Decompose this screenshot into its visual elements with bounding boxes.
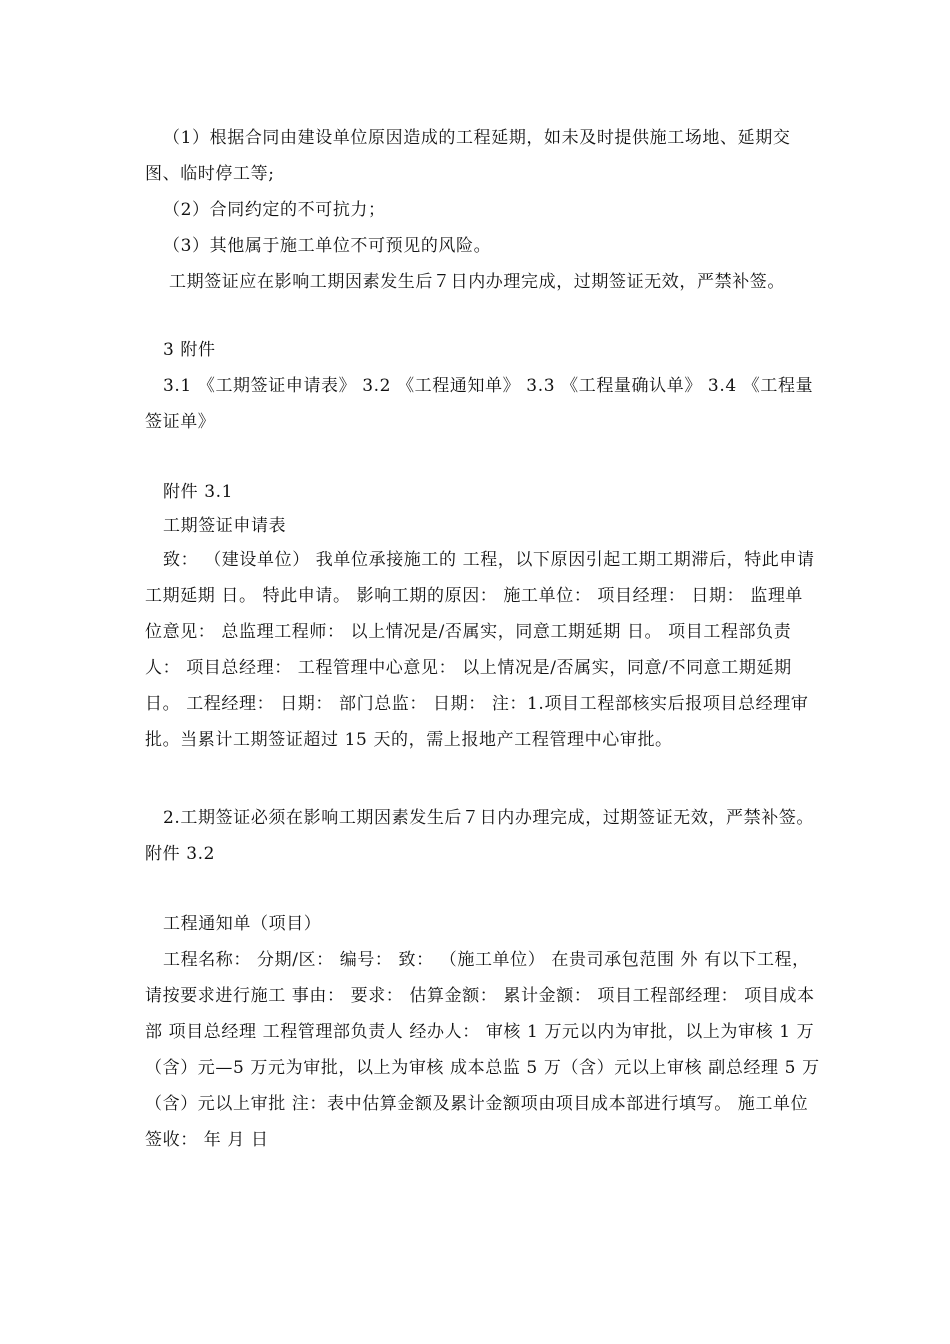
note-2-schedule-visa: 2.工期签证必须在影响工期因素发生后７日内办理完成，过期签证无效，严禁补签。 附件 3.2: [145, 808, 815, 864]
paragraph-reason-3: （3）其他属于施工单位不可预见的风险。: [163, 236, 492, 256]
paragraph-deadline-rule: 工期签证应在影响工期因素发生后７日内办理完成，过期签证无效，严禁补签。: [169, 272, 785, 292]
form-title-engineering-notice: 工程通知单（项目）: [163, 914, 322, 934]
paragraph-reason-1: （1）根据合同由建设单位原因造成的工程延期，如未及时提供施工场地、延期交图、临时停工等;: [145, 128, 791, 184]
attachment-3-1-label: 附件 3.1: [163, 482, 234, 502]
form-body-schedule-visa: 致： （建设单位） 我单位承接施工的 工程，以下原因引起工期工期滞后，特此申请工期延期 日。 特此申请。 影响工期的原因： 施工单位： 项目经理： 日期： 监理单位意见： 总监理工程师： 以上情况是/否属实，同意工期延期 日。 项目工程部负责人： 项目总经理： 工程管理中心意见： 以上情况是/否属实，同意/不同意工期延期 日。 工程经理： 日期： 部门总监： 日期： 注：1.项目工程部核实后报项目总经理审批。当累计工期签证超过 15 天的，需上报地产工程管理中心审批。: [145, 550, 815, 750]
form-body-engineering-notice: 工程名称： 分期/区： 编号： 致： （施工单位） 在贵司承包范围 外 有以下工程，请按要求进行施工 事由： 要求： 估算金额： 累计金额： 项目工程部经理： 项目成本部 项目总经理 工程管理部负责人 经办人： 审核 1 万元以内为审批，以上为审核 1 万（含）元—5 万元为审批，以上为审核 成本总监 5 万（含）元以上审核 副总经理 5 万（含）元以上审批 注：表中估算金额及累计金额项由项目成本部进行填写。 施工单位签收： 年 月 日: [145, 950, 820, 1150]
section-heading-attachments: 3 附件: [163, 340, 216, 360]
attachment-list: 3.1 《工期签证申请表》 3.2 《工程通知单》 3.3 《工程量确认单》 3.4 《工程量签证单》: [145, 376, 814, 432]
form-title-schedule-visa: 工期签证申请表: [163, 516, 287, 536]
paragraph-reason-2: （2）合同约定的不可抗力；: [163, 200, 386, 220]
